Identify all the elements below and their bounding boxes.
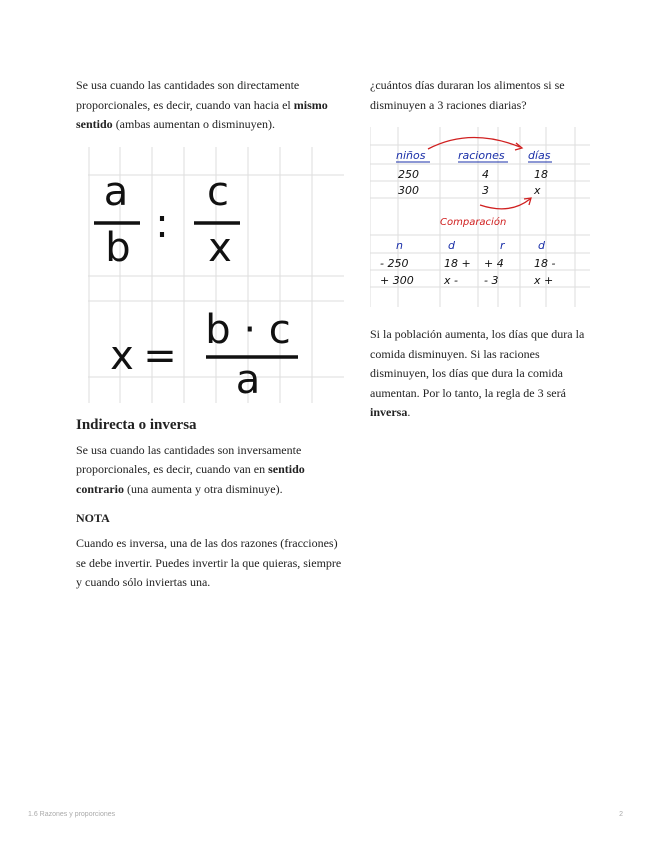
formula-x2: x: [110, 332, 134, 379]
explanation-text-1: Si la población aumenta, los días que dura la comida disminuyen. Si las raciones disminuyen, los días que dura la comida aumentan. Por lo tanto, la regla de 3 será: [370, 327, 585, 400]
page-footer: [28, 811, 623, 818]
compare-a4: 18 -: [534, 257, 556, 270]
formula-b: b: [105, 224, 131, 271]
formula-denominator: a: [235, 356, 261, 403]
table-header-dias: días: [528, 149, 551, 162]
compare-a2: 18 +: [444, 257, 471, 270]
table-r1c1: 250: [398, 168, 419, 181]
compare-header-r: r: [500, 239, 505, 252]
formula-a: a: [103, 168, 129, 215]
footer-section-title: 1.6 Razones y proporciones: [28, 811, 116, 818]
note-paragraph: Cuando es inversa, una de las dos razones (fracciones) se debe invertir. Puedes invertir la que quieras, siempre y cuando sólo inviertas una.: [76, 536, 342, 589]
table-header-raciones: raciones: [458, 149, 505, 162]
compare-b1: + 300: [380, 274, 414, 287]
direct-text-2: (ambas aumentan o disminuyen).: [112, 117, 275, 131]
right-column: [370, 76, 590, 435]
compare-header-d1: d: [448, 239, 455, 252]
compare-b3: - 3: [484, 274, 499, 287]
table-r1c2: 4: [482, 168, 489, 181]
direct-text-1: Se usa cuando las cantidades son directamente proporcionales, es decir, cuando van hacia el: [76, 78, 300, 112]
inverse-heading: Indirecta o inversa: [76, 416, 197, 433]
inverse-text-1: Se usa cuando las cantidades son inversamente proporcionales, es decir, cuando van en: [76, 442, 302, 476]
inverse-example-table-image: [370, 127, 590, 307]
formula-colon: :: [155, 200, 169, 247]
table-r2c1: 300: [398, 184, 419, 197]
table-header-ninos: niños: [396, 149, 426, 162]
question-paragraph: ¿cuántos días duraran los alimentos si se disminuyen a 3 raciones diarias?: [370, 78, 565, 112]
formula-eq: =: [143, 332, 177, 379]
inverse-text-2: (una aumenta y otra disminuye).: [123, 481, 283, 496]
arrow-bottom: [480, 199, 530, 209]
explanation-text-2: .: [407, 405, 411, 419]
explanation-bold: inversa: [370, 405, 408, 419]
arrow-top: [428, 137, 520, 149]
direct-rule-formula-image: [88, 147, 344, 403]
table-r1c3: 18: [534, 168, 548, 181]
left-column: [76, 76, 348, 605]
compare-b2: x -: [444, 274, 458, 287]
footer-page-number: 2: [619, 811, 623, 818]
compare-header-n: n: [396, 239, 403, 252]
inverse-bold: sentido contrario: [76, 462, 305, 496]
compare-a3: + 4: [484, 257, 504, 270]
compare-b4: x +: [534, 274, 554, 287]
formula-x: x: [208, 224, 232, 271]
explanation-paragraph: [370, 325, 590, 423]
comparison-label: Comparación: [440, 217, 507, 228]
compare-a1: - 250: [380, 257, 409, 270]
direct-paragraph: [76, 76, 348, 135]
compare-header-d2: d: [538, 239, 545, 252]
note-title: NOTA: [76, 511, 110, 525]
table-r2c2: 3: [482, 184, 489, 197]
direct-bold: mismo sentido: [76, 97, 328, 131]
formula-numerator: b · c: [205, 306, 291, 353]
table-r2c3: x: [534, 184, 541, 197]
formula-c: c: [207, 168, 229, 215]
inverse-paragraph: [76, 441, 348, 500]
